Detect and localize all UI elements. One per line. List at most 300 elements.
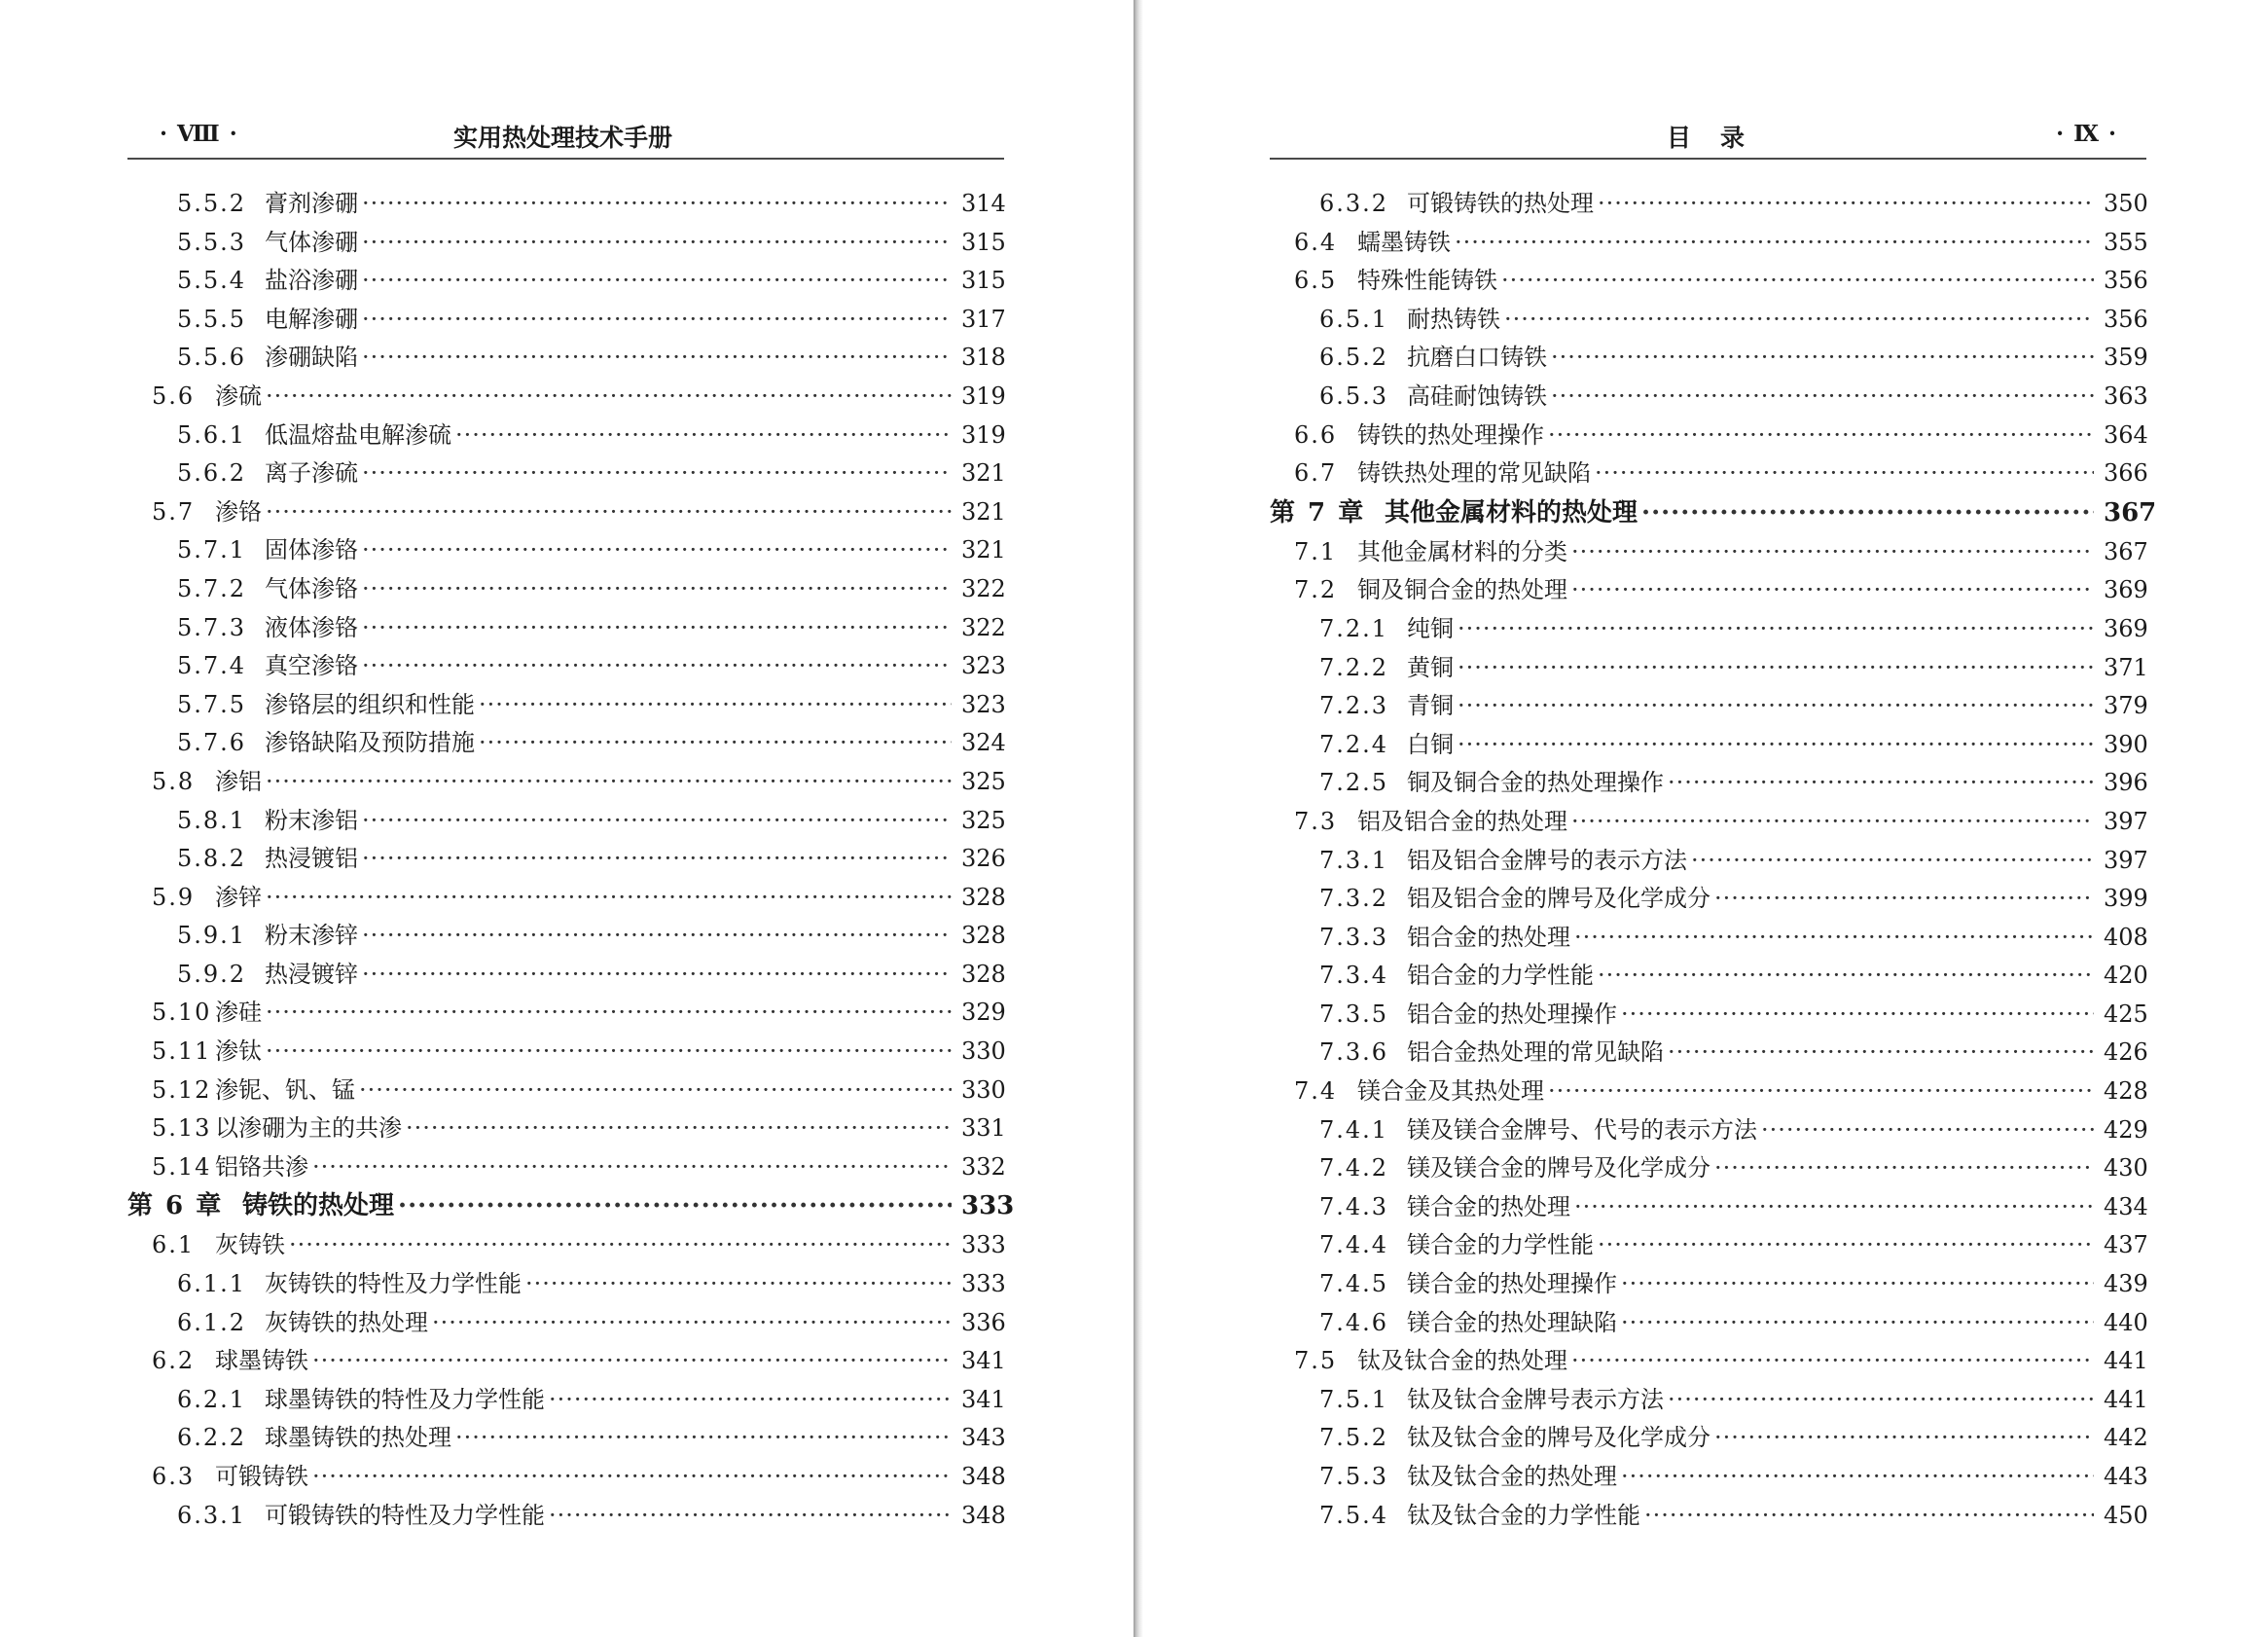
toc-entry[interactable]	[1270, 996, 2146, 1035]
toc-entry-page-number: 390	[2104, 730, 2148, 758]
toc-entry-number: 7.5.3	[1319, 1463, 1389, 1490]
toc-entry[interactable]	[127, 339, 1004, 378]
toc-entry-page-number: 330	[961, 1037, 1006, 1066]
toc-entry[interactable]	[127, 185, 1004, 224]
toc-entry-title: 热浸镀铝	[265, 845, 358, 873]
toc-entry-page-number: 366	[2104, 459, 2148, 488]
toc-entry[interactable]	[127, 1226, 1004, 1265]
toc-entry[interactable]	[127, 455, 1004, 493]
toc-entry-number: 7.2.5	[1319, 769, 1389, 797]
toc-entry-title: 铜及铜合金的热处理	[1357, 576, 1567, 604]
toc-entry-title: 固体渗铬	[265, 536, 358, 564]
toc-entry-page-number: 367	[2104, 497, 2157, 527]
toc-entry-number: 6.5.3	[1319, 382, 1389, 410]
toc-entry-page-number: 326	[961, 845, 1006, 873]
toc-entry[interactable]	[127, 1072, 1004, 1110]
toc-entry-page-number: 437	[2104, 1231, 2148, 1259]
toc-entry-number: 7.4.4	[1319, 1231, 1389, 1259]
toc-entry-page-number: 341	[961, 1347, 1006, 1375]
toc-entry-page-number: 425	[2104, 1000, 2148, 1028]
dot-leader	[1504, 301, 2094, 340]
toc-entry-number: 7.5.4	[1319, 1501, 1389, 1529]
toc-entry-title: 渗硅	[215, 999, 262, 1027]
toc-entry-number: 6.5	[1294, 267, 1338, 295]
dot-leader	[1551, 339, 2094, 378]
toc-entry[interactable]	[1270, 533, 2146, 572]
toc-entry-title: 青铜	[1407, 692, 1454, 720]
toc-entry-title: 可锻铸铁的特性及力学性能	[265, 1501, 545, 1529]
toc-entry-number: 5.13	[152, 1114, 212, 1143]
toc-entry[interactable]	[127, 1419, 1004, 1458]
dot-leader	[1714, 1419, 2094, 1458]
right-page	[1143, 0, 2268, 1637]
toc-entry-number: 7.5.1	[1319, 1385, 1389, 1413]
toc-entry[interactable]	[127, 1110, 1004, 1148]
toc-entry-number: 5.9.1	[177, 922, 247, 950]
dot-leader	[1691, 842, 2094, 881]
toc-entry[interactable]	[127, 224, 1004, 263]
toc-entry[interactable]	[127, 1265, 1004, 1304]
toc-entry-title: 钛及钛合金的牌号及化学成分	[1407, 1424, 1710, 1452]
toc-entry-title: 镁合金的热处理缺陷	[1407, 1308, 1617, 1336]
toc-entry[interactable]	[1270, 1149, 2146, 1188]
toc-entry-page-number: 441	[2104, 1347, 2148, 1375]
toc-entry-title: 纯铜	[1407, 614, 1454, 642]
dot-leader	[362, 185, 952, 224]
toc-entry-title: 液体渗铬	[265, 613, 358, 641]
toc-entry-title: 铜及铜合金的热处理操作	[1407, 769, 1664, 797]
dot-leader	[1501, 262, 2094, 301]
dot-leader	[455, 417, 952, 455]
toc-entry[interactable]	[1270, 687, 2146, 726]
toc-entry-title: 铝及铝合金的热处理	[1357, 807, 1567, 835]
toc-entry[interactable]	[1270, 1458, 2146, 1497]
toc-entry-number: 5.9.2	[177, 960, 247, 988]
dot-leader	[362, 840, 952, 879]
toc-list	[127, 185, 1015, 1535]
toc-entry[interactable]	[127, 994, 1004, 1033]
dot-leader	[362, 301, 952, 340]
toc-entry-page-number: 363	[2104, 382, 2148, 410]
toc-entry-number: 5.5.4	[177, 267, 247, 295]
toc-entry[interactable]	[127, 763, 1004, 802]
toc-entry-page-number: 336	[961, 1308, 1006, 1336]
toc-entry-page-number: 343	[961, 1424, 1006, 1452]
toc-entry-page-number: 322	[961, 613, 1006, 641]
toc-entry-title: 渗铝	[215, 767, 262, 795]
page-folio: · Ⅸ ·	[2056, 121, 2117, 147]
toc-entry[interactable]	[1270, 224, 2146, 263]
toc-entry-title: 灰铸铁的热处理	[265, 1308, 428, 1336]
toc-entry-page-number: 314	[961, 190, 1006, 217]
toc-entry-page-number: 369	[2104, 614, 2148, 642]
toc-entry-number: 5.10	[152, 999, 212, 1027]
dot-leader	[1621, 996, 2094, 1035]
toc-entry-page-number: 356	[2104, 267, 2148, 295]
toc-entry[interactable]	[1270, 378, 2146, 417]
toc-entry[interactable]	[1270, 301, 2146, 340]
toc-entry-title: 可锻铸铁的热处理	[1407, 190, 1594, 217]
dot-leader	[1574, 1188, 2094, 1227]
page-header	[127, 115, 1004, 160]
dot-leader	[312, 1342, 952, 1381]
toc-entry[interactable]	[127, 802, 1004, 841]
toc-entry-title: 铸铁的热处理	[242, 1191, 395, 1221]
toc-entry-title: 粉末渗锌	[265, 922, 358, 950]
toc-entry[interactable]	[1270, 1073, 2146, 1111]
toc-entry-page-number: 439	[2104, 1270, 2148, 1298]
toc-entry-title: 可锻铸铁	[215, 1463, 308, 1490]
toc-entry[interactable]	[127, 570, 1004, 609]
toc-entry-title: 耐热铸铁	[1407, 305, 1500, 333]
toc-entry-number: 7.4.1	[1319, 1115, 1389, 1144]
toc-entry-number: 5.5.3	[177, 228, 247, 256]
toc-entry-title: 铝合金的热处理	[1407, 923, 1570, 951]
toc-chapter-entry[interactable]	[127, 1186, 1015, 1226]
dot-leader	[266, 493, 952, 532]
dot-leader	[266, 378, 952, 417]
toc-entry-page-number: 379	[2104, 692, 2148, 720]
toc-entry[interactable]	[1270, 1226, 2146, 1265]
toc-entry-title: 热浸镀锌	[265, 960, 358, 988]
toc-entry[interactable]	[1270, 571, 2146, 610]
toc-entry-number: 5.5.2	[177, 190, 247, 217]
toc-entry[interactable]	[1270, 957, 2146, 996]
toc-entry-title: 离子渗硫	[265, 459, 358, 488]
toc-entry[interactable]	[127, 609, 1004, 648]
toc-entry[interactable]	[1270, 262, 2146, 301]
toc-entry[interactable]	[127, 1148, 1004, 1187]
toc-entry[interactable]	[127, 686, 1004, 725]
toc-entry-number: 7.3.1	[1319, 846, 1389, 874]
toc-entry-number: 第 7 章	[1270, 497, 1366, 527]
toc-entry[interactable]	[127, 879, 1004, 918]
dot-leader	[1598, 185, 2094, 224]
running-head-contents-title: 目录	[1667, 124, 1775, 152]
toc-entry-page-number: 434	[2104, 1192, 2148, 1220]
toc-entry-page-number: 317	[961, 305, 1006, 333]
toc-entry-title: 镁合金的热处理	[1407, 1192, 1570, 1220]
toc-entry[interactable]	[1270, 1419, 2146, 1458]
toc-entry[interactable]	[1270, 339, 2146, 378]
toc-entry-number: 5.6.2	[177, 459, 247, 488]
toc-entry-title: 蠕墨铸铁	[1357, 228, 1451, 256]
toc-entry-page-number: 323	[961, 690, 1006, 718]
toc-entry-title: 抗磨白口铸铁	[1407, 344, 1547, 372]
toc-entry-number: 7.2.2	[1319, 653, 1389, 681]
toc-entry-title: 球墨铸铁的热处理	[265, 1424, 451, 1452]
dot-leader	[1641, 493, 2094, 533]
toc-entry-page-number: 348	[961, 1501, 1006, 1529]
toc-entry-title: 灰铸铁的特性及力学性能	[265, 1270, 522, 1298]
toc-entry-number: 7.5.2	[1319, 1424, 1389, 1452]
toc-entry[interactable]	[1270, 455, 2146, 493]
toc-entry[interactable]	[127, 1497, 1004, 1536]
toc-entry-page-number: 333	[961, 1191, 1015, 1221]
toc-entry-page-number: 325	[961, 806, 1006, 834]
toc-entry[interactable]	[1270, 610, 2146, 649]
toc-entry-page-number: 397	[2104, 807, 2148, 835]
toc-entry-page-number: 408	[2104, 923, 2148, 951]
dot-leader	[266, 1033, 952, 1072]
toc-entry-title: 渗铬	[215, 497, 262, 526]
toc-entry-number: 7.3.3	[1319, 923, 1389, 951]
dot-leader	[1598, 957, 2094, 996]
toc-entry-page-number: 440	[2104, 1308, 2148, 1336]
dot-leader	[362, 647, 952, 686]
toc-entry-number: 7.3.4	[1319, 962, 1389, 990]
dot-leader	[266, 879, 952, 918]
toc-entry-number: 7.4.3	[1319, 1192, 1389, 1220]
toc-entry-title: 镁及镁合金牌号、代号的表示方法	[1407, 1115, 1757, 1144]
toc-entry[interactable]	[127, 1033, 1004, 1072]
toc-entry-title: 气体渗铬	[265, 574, 358, 602]
toc-entry-number: 5.7.5	[177, 690, 247, 718]
toc-entry[interactable]	[127, 956, 1004, 995]
toc-entry-number: 5.6.1	[177, 420, 247, 449]
toc-entry[interactable]	[127, 531, 1004, 570]
toc-entry[interactable]	[127, 262, 1004, 301]
toc-entry-number: 7.3.2	[1319, 885, 1389, 913]
toc-entry-number: 6.5.1	[1319, 305, 1389, 333]
toc-entry-page-number: 319	[961, 382, 1006, 410]
dot-leader	[362, 339, 952, 378]
toc-entry-title: 渗铬缺陷及预防措施	[265, 729, 475, 757]
toc-entry-number: 5.7	[152, 497, 196, 526]
toc-entry[interactable]	[1270, 919, 2146, 958]
toc-entry[interactable]	[127, 378, 1004, 417]
toc-entry-page-number: 321	[961, 497, 1006, 526]
toc-entry-number: 5.7.2	[177, 574, 247, 602]
toc-entry-title: 渗锌	[215, 883, 262, 911]
toc-entry-title: 黄铜	[1407, 653, 1454, 681]
dot-leader	[1714, 880, 2094, 919]
toc-entry-page-number: 371	[2104, 653, 2148, 681]
toc-entry-title: 渗硼缺陷	[265, 344, 358, 372]
toc-entry[interactable]	[127, 1458, 1004, 1497]
toc-entry[interactable]	[1270, 803, 2146, 842]
dot-leader	[1571, 533, 2094, 572]
toc-entry-number: 5.14	[152, 1152, 212, 1181]
toc-entry-page-number: 324	[961, 729, 1006, 757]
toc-entry-number: 5.8	[152, 767, 196, 795]
dot-leader	[1668, 764, 2094, 803]
toc-entry-page-number: 323	[961, 652, 1006, 680]
dot-leader	[398, 1186, 952, 1226]
toc-entry-page-number: 321	[961, 459, 1006, 488]
toc-chapter-entry[interactable]	[1270, 493, 2157, 533]
dot-leader	[432, 1304, 952, 1343]
toc-entry-page-number: 367	[2104, 537, 2148, 565]
toc-entry[interactable]	[127, 724, 1004, 763]
toc-entry[interactable]	[1270, 1342, 2146, 1381]
dot-leader	[362, 455, 952, 493]
toc-entry[interactable]	[1270, 1265, 2146, 1304]
dot-leader	[1571, 1342, 2094, 1381]
dot-leader	[362, 956, 952, 995]
toc-entry-title: 渗钛	[215, 1037, 262, 1066]
dot-leader	[455, 1419, 952, 1458]
toc-entry-number: 7.4.2	[1319, 1154, 1389, 1182]
toc-entry-title: 铸铁热处理的常见缺陷	[1357, 459, 1591, 488]
toc-entry[interactable]	[1270, 1497, 2146, 1536]
toc-entry[interactable]	[1270, 1304, 2146, 1343]
toc-entry-title: 高硅耐蚀铸铁	[1407, 382, 1547, 410]
toc-entry[interactable]	[1270, 1111, 2146, 1150]
dot-leader	[362, 570, 952, 609]
dot-leader	[1668, 1034, 2094, 1073]
toc-entry-number: 7.2	[1294, 576, 1338, 604]
toc-entry-title: 低温熔盐电解渗硫	[265, 420, 451, 449]
toc-entry[interactable]	[127, 647, 1004, 686]
toc-entry-title: 钛及钛合金的热处理	[1357, 1347, 1567, 1375]
toc-entry-number: 6.3.1	[177, 1501, 247, 1529]
toc-entry-number: 5.8.1	[177, 806, 247, 834]
toc-entry-number: 6.4	[1294, 228, 1338, 256]
toc-entry-title: 钛及钛合金的热处理	[1407, 1463, 1617, 1490]
dot-leader	[362, 262, 952, 301]
toc-entry[interactable]	[1270, 1381, 2146, 1420]
toc-entry-number: 7.2.3	[1319, 692, 1389, 720]
toc-entry-number: 7.1	[1294, 537, 1338, 565]
toc-entry[interactable]	[1270, 726, 2146, 765]
dot-leader	[1458, 610, 2094, 649]
dot-leader	[1621, 1458, 2094, 1497]
toc-entry[interactable]	[1270, 185, 2146, 224]
dot-leader	[266, 994, 952, 1033]
toc-entry-title: 真空渗铬	[265, 652, 358, 680]
dot-leader	[1621, 1304, 2094, 1343]
toc-entry[interactable]	[1270, 417, 2146, 455]
toc-entry-page-number: 333	[961, 1270, 1006, 1298]
book-gutter	[1134, 0, 1143, 1637]
dot-leader	[1548, 417, 2094, 455]
toc-entry-title: 钛及钛合金牌号表示方法	[1407, 1385, 1664, 1413]
dot-leader	[362, 609, 952, 648]
toc-entry[interactable]	[1270, 649, 2146, 688]
toc-entry-title: 电解渗硼	[265, 305, 358, 333]
toc-entry-page-number: 333	[961, 1231, 1006, 1259]
toc-entry-page-number: 315	[961, 228, 1006, 256]
toc-entry-title: 气体渗硼	[265, 228, 358, 256]
toc-entry-number: 6.1.2	[177, 1308, 247, 1336]
toc-entry-number: 7.4.6	[1319, 1308, 1389, 1336]
toc-entry[interactable]	[127, 1304, 1004, 1343]
toc-entry-number: 6.2.1	[177, 1385, 247, 1413]
dot-leader	[549, 1497, 952, 1536]
toc-entry-title: 盐浴渗硼	[265, 267, 358, 295]
toc-entry-page-number: 328	[961, 922, 1006, 950]
toc-entry-number: 5.11	[152, 1037, 212, 1066]
dot-leader	[362, 802, 952, 841]
dot-leader	[479, 724, 952, 763]
toc-entry-title: 钛及钛合金的力学性能	[1407, 1501, 1640, 1529]
toc-entry-title: 镁及镁合金的牌号及化学成分	[1407, 1154, 1710, 1182]
toc-entry[interactable]	[127, 301, 1004, 340]
toc-entry[interactable]	[1270, 842, 2146, 881]
toc-entry-title: 渗铬层的组织和性能	[265, 690, 475, 718]
dot-leader	[406, 1110, 952, 1148]
toc-entry-number: 6.1.1	[177, 1270, 247, 1298]
toc-entry-title: 以渗硼为主的共渗	[215, 1114, 402, 1143]
toc-entry-page-number: 315	[961, 267, 1006, 295]
toc-entry-title: 铸铁的热处理操作	[1357, 420, 1544, 449]
toc-entry-title: 铝合金的力学性能	[1407, 962, 1594, 990]
toc-entry-title: 粉末渗铝	[265, 806, 358, 834]
toc-entry-page-number: 396	[2104, 769, 2148, 797]
toc-entry-title: 灰铸铁	[215, 1231, 285, 1259]
toc-entry-page-number: 330	[961, 1075, 1006, 1104]
dot-leader	[1598, 1226, 2094, 1265]
toc-entry[interactable]	[127, 1342, 1004, 1381]
toc-entry-page-number: 430	[2104, 1154, 2148, 1182]
toc-entry[interactable]	[127, 1381, 1004, 1420]
toc-entry-title: 铝及铝合金的牌号及化学成分	[1407, 885, 1710, 913]
toc-entry-title: 铝铬共渗	[215, 1152, 308, 1181]
toc-entry-title: 球墨铸铁	[215, 1347, 308, 1375]
toc-entry-page-number: 355	[2104, 228, 2148, 256]
toc-entry[interactable]	[1270, 880, 2146, 919]
dot-leader	[312, 1148, 952, 1187]
toc-entry-page-number: 331	[961, 1114, 1006, 1143]
dot-leader	[266, 763, 952, 802]
toc-entry-title: 白铜	[1407, 730, 1454, 758]
dot-leader	[1761, 1111, 2094, 1150]
toc-entry-title: 铝合金的热处理操作	[1407, 1000, 1617, 1028]
dot-leader	[1644, 1497, 2094, 1536]
toc-entry-number: 5.7.4	[177, 652, 247, 680]
dot-leader	[1548, 1073, 2094, 1111]
dot-leader	[479, 686, 952, 725]
toc-entry-number: 5.7.3	[177, 613, 247, 641]
page-folio: · Ⅷ ·	[160, 121, 238, 147]
dot-leader	[1574, 919, 2094, 958]
toc-entry-number: 5.5.6	[177, 344, 247, 372]
toc-entry-page-number: 428	[2104, 1077, 2148, 1106]
toc-entry[interactable]	[127, 417, 1004, 455]
toc-entry-number: 5.7.6	[177, 729, 247, 757]
toc-entry[interactable]	[127, 840, 1004, 879]
page-header	[1270, 115, 2146, 160]
toc-entry-page-number: 319	[961, 420, 1006, 449]
toc-entry-page-number: 364	[2104, 420, 2148, 449]
toc-entry-page-number: 426	[2104, 1038, 2148, 1067]
toc-entry[interactable]	[127, 917, 1004, 956]
dot-leader	[1455, 224, 2094, 263]
toc-entry-page-number: 341	[961, 1385, 1006, 1413]
toc-entry-number: 6.6	[1294, 420, 1338, 449]
dot-leader	[1551, 378, 2094, 417]
toc-entry[interactable]	[1270, 1034, 2146, 1073]
toc-entry-number: 6.2.2	[177, 1424, 247, 1452]
toc-entry-number: 6.3	[152, 1463, 196, 1490]
toc-entry-page-number: 429	[2104, 1115, 2148, 1144]
toc-entry-title: 镁合金的力学性能	[1407, 1231, 1594, 1259]
toc-entry-number: 5.8.2	[177, 845, 247, 873]
toc-entry-number: 6.1	[152, 1231, 196, 1259]
toc-entry-page-number: 322	[961, 574, 1006, 602]
toc-entry[interactable]	[127, 493, 1004, 532]
dot-leader	[549, 1381, 952, 1420]
dot-leader	[362, 917, 952, 956]
toc-entry[interactable]	[1270, 764, 2146, 803]
toc-entry-page-number: 450	[2104, 1501, 2148, 1529]
toc-entry-page-number: 328	[961, 883, 1006, 911]
toc-entry[interactable]	[1270, 1188, 2146, 1227]
dot-leader	[359, 1072, 952, 1110]
toc-entry-number: 6.5.2	[1319, 344, 1389, 372]
toc-entry-page-number: 442	[2104, 1424, 2148, 1452]
